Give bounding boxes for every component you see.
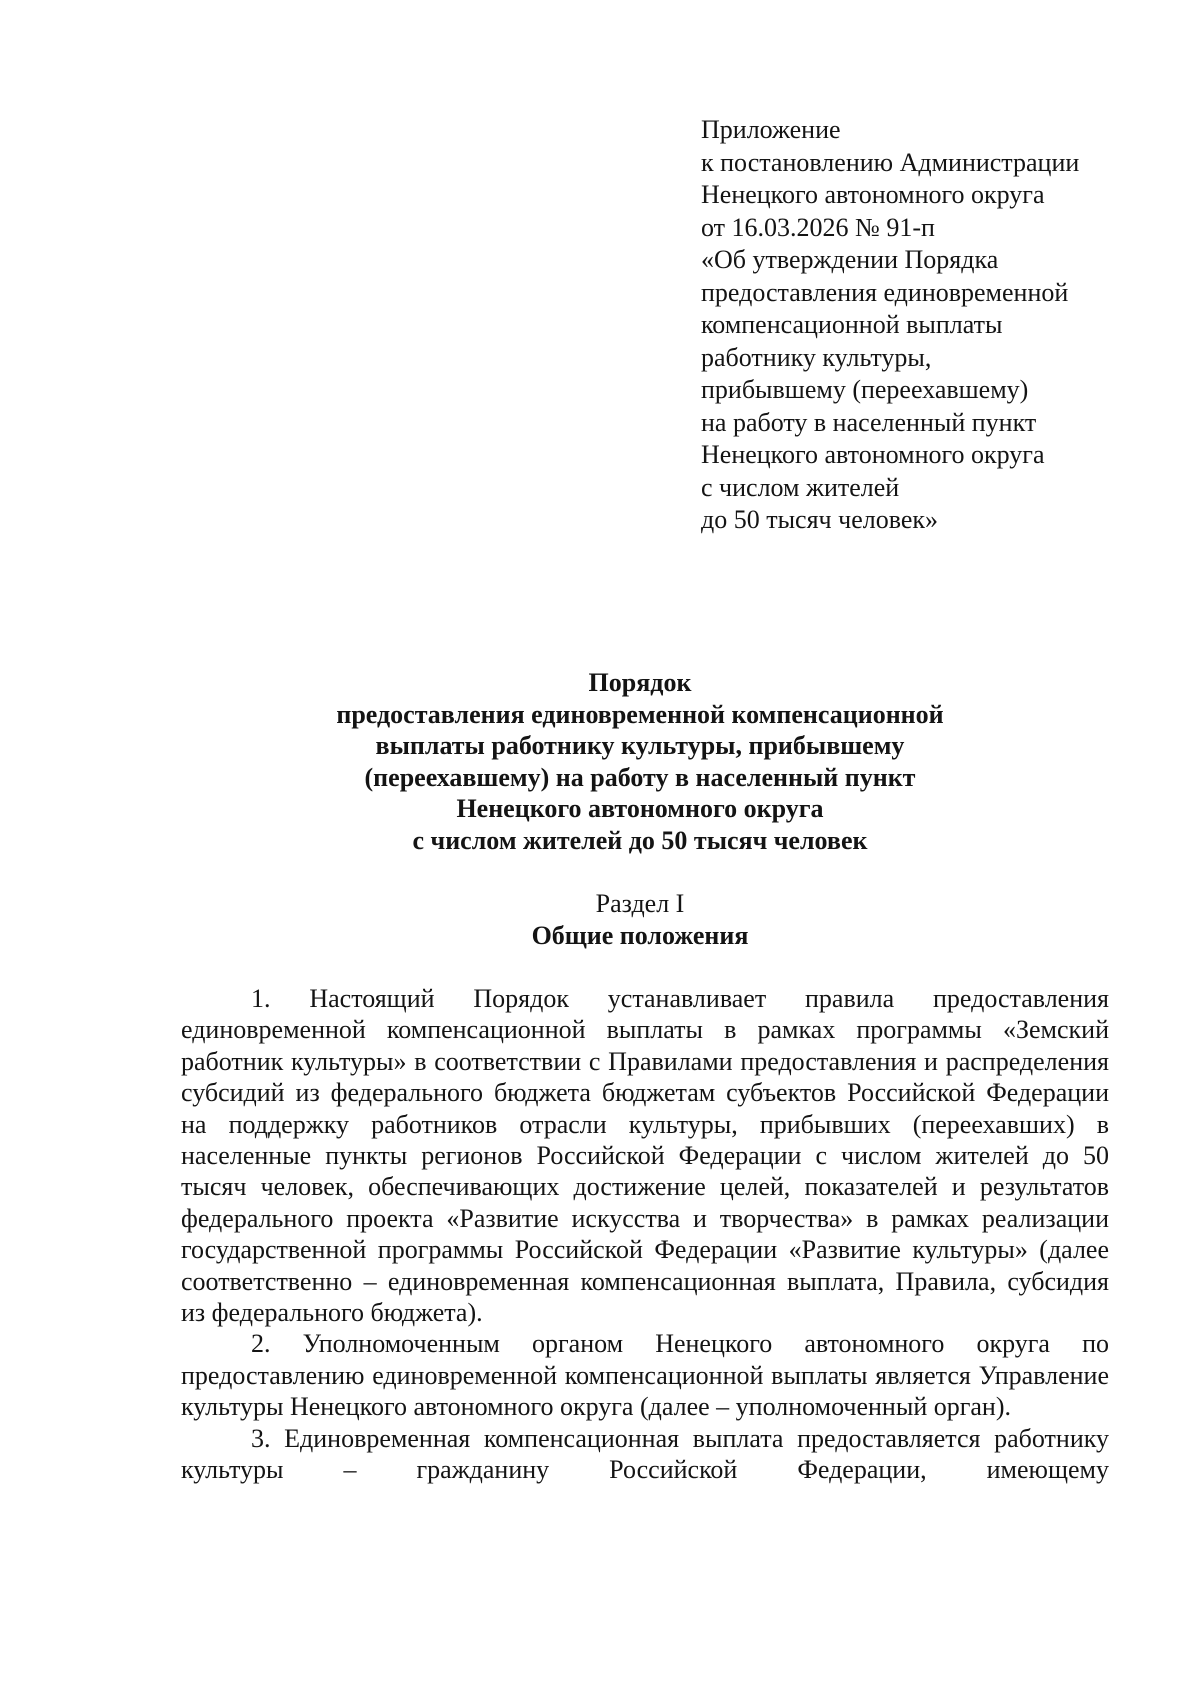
- section-label: Раздел I: [595, 889, 685, 918]
- document-title-line: Ненецкого автономного округа: [456, 794, 824, 823]
- paragraph-3: 3. Единовременная компенсационная выплата предоставляется работнику культуры – гражданину Российской Федерации, имеющему: [181, 1423, 1109, 1485]
- appendix-line: от 16.03.2026 № 91-п: [701, 212, 935, 242]
- document-title-line: (переехавшему) на работу в населенный пункт: [364, 762, 916, 792]
- appendix-line: на работу в населенный пункт: [701, 407, 1037, 437]
- section-heading: [180, 888, 1100, 952]
- appendix-line: прибывшему (переехавшему): [701, 375, 1029, 404]
- appendix-line: Приложение: [701, 115, 841, 144]
- appendix-header: [701, 114, 1121, 537]
- document-title: [180, 667, 1100, 856]
- appendix-line: до 50 тысяч человек»: [701, 505, 939, 534]
- appendix-line: работнику культуры,: [701, 342, 932, 372]
- appendix-line: «Об утверждении Порядка: [701, 245, 999, 274]
- appendix-line: Ненецкого автономного округа: [701, 440, 1045, 469]
- document-body: [181, 983, 1109, 1486]
- appendix-line: с числом жителей: [701, 472, 900, 502]
- appendix-line: Ненецкого автономного округа: [701, 180, 1045, 209]
- appendix-line: компенсационной выплаты: [701, 310, 1003, 339]
- document-title-line: Порядок: [588, 668, 692, 697]
- paragraph-2: 2. Уполномоченным органом Ненецкого автономного округа по предоставлению единовременной компенсационной выплаты является Управление культуры Ненецкого автономного округа (далее – уполномоченный орган).: [181, 1329, 1109, 1422]
- document-title-line: с числом жителей до 50 тысяч человек: [412, 825, 868, 855]
- appendix-line: предоставления единовременной: [701, 277, 1069, 307]
- appendix-line: к постановлению Администрации: [701, 147, 1080, 177]
- document-title-line: предоставления единовременной компенсационной: [336, 699, 944, 729]
- section-title: Общие положения: [531, 921, 749, 950]
- document-title-line: выплаты работнику культуры, прибывшему: [375, 731, 905, 760]
- paragraph-1: 1. Настоящий Порядок устанавливает правила предоставления единовременной компенсационной выплаты в рамках программы «Земский работник культуры» в соответствии с Правилами предоставления и распределения субсидий из федерального бюджета бюджетам субъектов Российской Федерации на поддержку работников отрасли культуры, прибывших (переехавших) в населенные пункты регионов Российской Федерации с числом жителей до 50 тысяч человек, обеспечивающих достижение целей, показателей и результатов федерального проекта «Развитие искусства и творчества» в рамках реализации государственной программы Российской Федерации «Развитие культуры» (далее соответственно – единовременная компенсационная выплата, Правила, субсидия из федерального бюджета).: [181, 984, 1109, 1328]
